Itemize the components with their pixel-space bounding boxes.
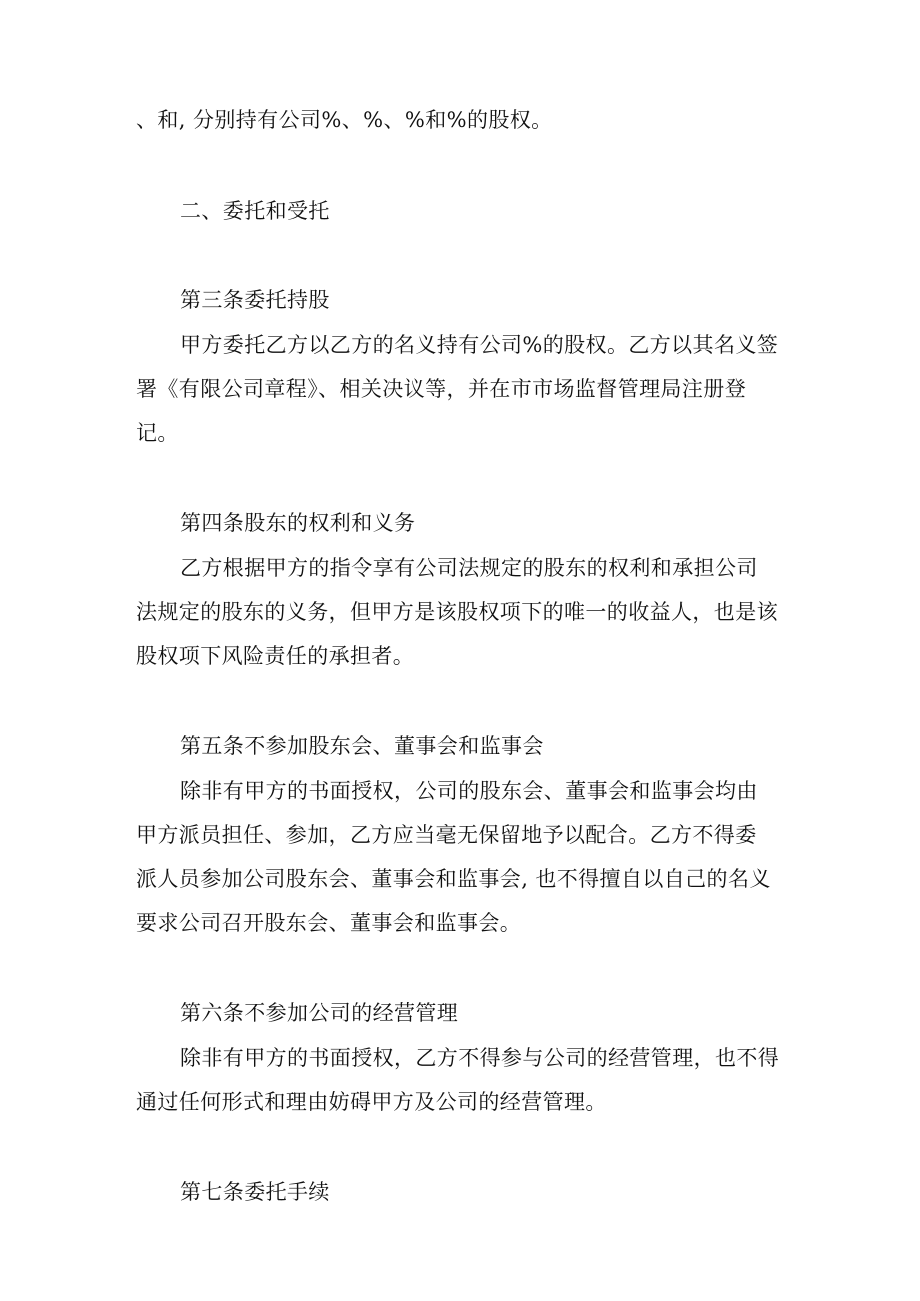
article-5-heading: 第五条不参加股东会、董事会和监事会 [180,734,544,758]
article-3-line-3: 记。 [136,421,179,445]
article-4-heading: 第四条股东的权利和义务 [180,511,416,535]
article-5-line-2: 甲方派员担任、参加，乙方应当毫无保留地予以配合。乙方不得委 [136,823,757,847]
article-3-line-1: 甲方委托乙方以乙方的名义持有公司%的股权。乙方以其名义签 [180,333,779,357]
article-4-line-1: 乙方根据甲方的指令享有公司法规定的股东的权利和承担公司 [180,556,758,580]
article-6-line-2: 通过任何形式和理由妨碍甲方及公司的经营管理。 [136,1090,607,1114]
section-heading-entrustment: 二、委托和受托 [180,199,330,223]
article-5-line-1: 除非有甲方的书面授权，公司的股东会、董事会和监事会均由 [180,779,758,803]
article-7-heading: 第七条委托手续 [180,1180,330,1204]
article-3-line-2: 署《有限公司章程》、相关决议等，并在市市场监督管理局注册登 [136,377,747,401]
article-3-heading: 第三条委托持股 [180,288,330,312]
article-4-line-3: 股权项下风险责任的承担者。 [136,644,415,668]
article-4-line-2: 法规定的股东的义务，但甲方是该股权项下的唯一的收益人，也是该 [136,600,778,624]
article-6-heading: 第六条不参加公司的经营管理 [180,1001,459,1025]
article-5-line-4: 要求公司召开股东会、董事会和监事会。 [136,911,522,935]
text-line-shareholding-continuation: 、和, 分别持有公司%、%、%和%的股权。 [136,108,553,132]
article-6-line-1: 除非有甲方的书面授权，乙方不得参与公司的经营管理，也不得 [180,1046,780,1070]
article-5-line-3: 派人员参加公司股东会、董事会和监事会, 也不得擅自以自己的名义 [136,867,771,891]
